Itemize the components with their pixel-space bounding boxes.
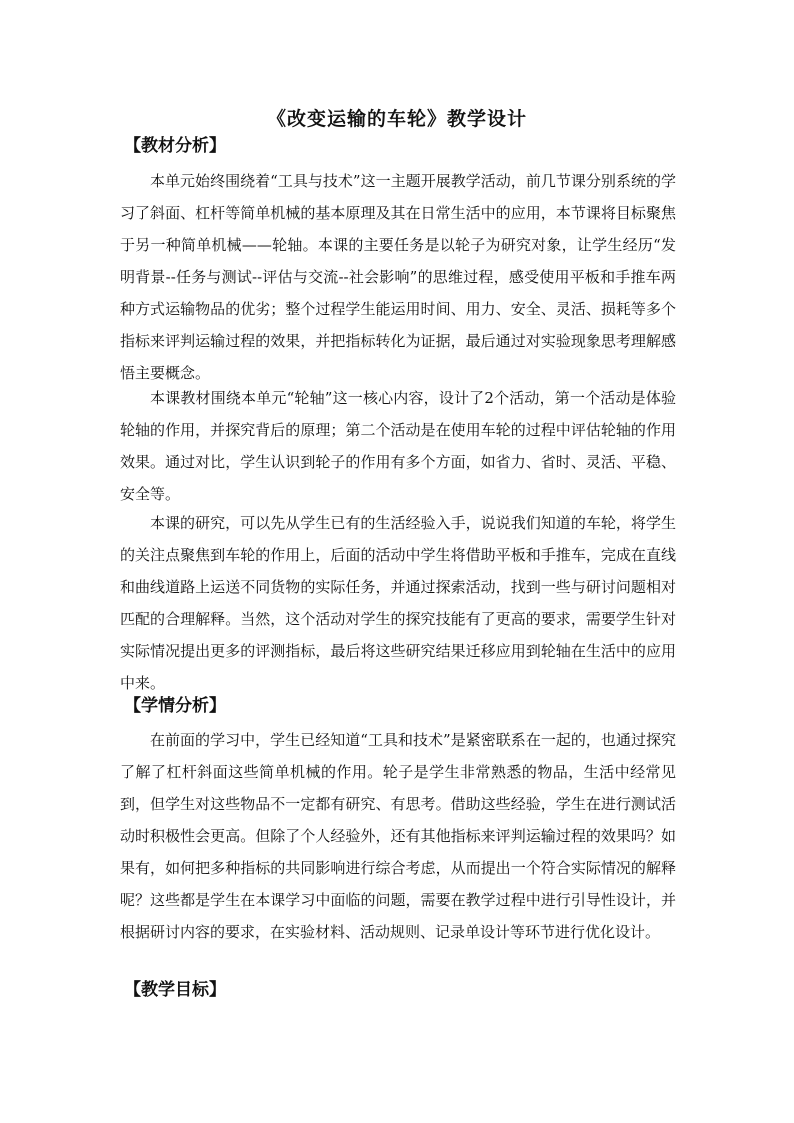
paragraph: 本课的研究，可以先从学生已有的生活经验入手，说说我们知道的车轮，将学生的关注点聚焦到车轮的作用上，后面的活动中学生将借助平板和手推车，完成在直线和曲线道路上运送不同货物的实际任务，并通过探索活动，找到一些与研讨问题相对匹配的合理解释。当然，这个活动对学生的探究技能有了更高的要求，需要学生针对实际情况提出更多的评测指标，最后将这些研究结果迁移应用到轮轴在生活中的应用中来。 (120, 514, 676, 692)
paragraph: 在前面的学习中，学生已经知道“工具和技术”是紧密联系在一起的，也通过探究了解了杠杆斜面这些简单机械的作用。轮子是学生非常熟悉的物品，生活中经常见到，但学生对这些物品不一定都有研究、有思考。借助这些经验，学生在进行测试活动时积极性会更高。但除了个人经验外，还有其他指标来评判运输过程的效果吗？如果有，如何把多种指标的共同影响进行综合考虑，从而提出一个符合实际情况的解释呢？这些都是学生在本课学习中面临的问题，需要在教学过程中进行引导性设计，并根据研讨内容的要求，在实验材料、活动规则、记录单设计等环节进行优化设计。 (120, 731, 676, 941)
document-title: 《改变运输的车轮》教学设计 (266, 108, 527, 130)
paragraph: 本课教材围绕本单元“轮轴”这一核心内容，设计了2个活动，第一个活动是体验轮轴的作用，并探究背后的原理；第二个活动是在使用车轮的过程中评估轮轴的作用效果。通过对比，学生认识到轮子的作用有多个方面，如省力、省时、灵活、平稳、安全等。 (120, 389, 676, 503)
section-heading-textbook-analysis: 【教材分析】 (124, 136, 226, 156)
section-heading-teaching-objectives: 【教学目标】 (124, 980, 226, 1000)
paragraph: 本单元始终围绕着“工具与技术”这一主题开展教学活动，前几节课分别系统的学习了斜面、杠杆等简单机械的基本原理及其在日常生活中的应用，本节课将目标聚焦于另一种简单机械——轮轴。本课的主要任务是以轮子为研究对象，让学生经历“发明背景--任务与测试--评估与交流--社会影响”的思维过程，感受使用平板和手推车两种方式运输物品的优劣；整个过程学生能运用时间、用力、安全、灵活、损耗等多个指标来评判运输过程的效果，并把指标转化为证据，最后通过对实验现象思考理解感悟主要概念。 (120, 172, 676, 382)
section-heading-learner-analysis: 【学情分析】 (124, 696, 226, 716)
